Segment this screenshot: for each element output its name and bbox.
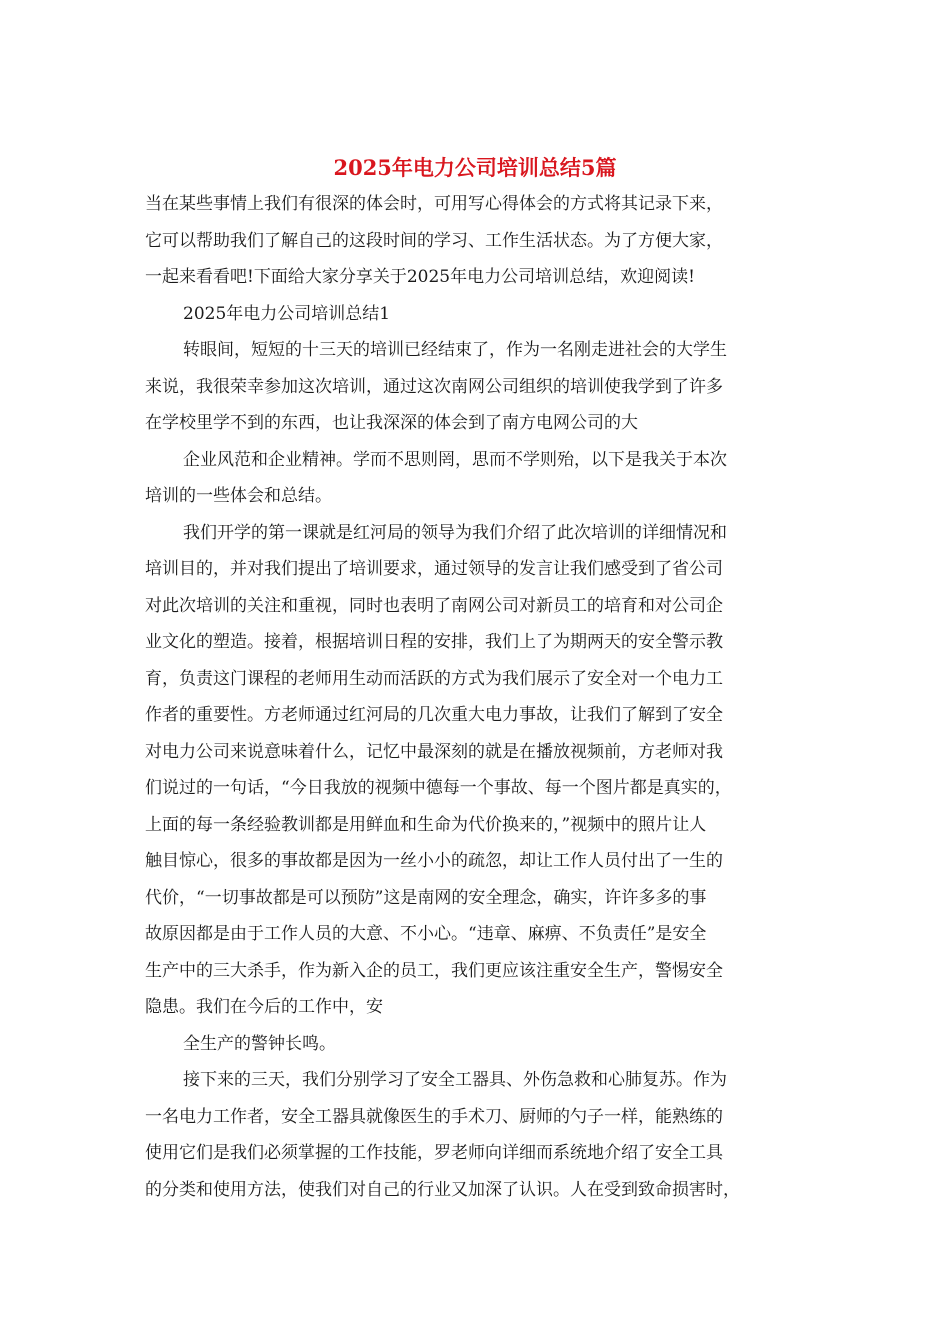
document-title: 2025年电力公司培训总结5篇: [333, 155, 617, 180]
text-line: 育，负责这门课程的老师用生动而活跃的方式为我们展示了安全对一个电力工: [145, 668, 723, 689]
text-line: 使用它们是我们必须掌握的工作技能，罗老师向详细而系统地介绍了安全工具: [145, 1143, 723, 1163]
text-line: 隐患。我们在今后的工作中，安: [145, 997, 383, 1017]
text-line: 故原因都是由于工作人员的大意、不小心。“违章、麻痹、不负责任”是安全: [145, 924, 707, 944]
text-line: 上面的每一条经验教训都是用鲜血和生命为代价换来的，”视频中的照片让人: [145, 814, 707, 835]
text-line: 培训的一些体会和总结。: [145, 486, 332, 506]
text-line: 转眼间，短短的十三天的培训已经结束了，作为一名刚走进社会的大学生: [183, 340, 727, 360]
text-line: 对电力公司来说意味着什么，记忆中最深刻的就是在播放视频前，方老师对我: [145, 741, 723, 762]
text-line: 生产中的三大杀手，作为新入企的员工，我们更应该注重安全生产，警惕安全: [145, 960, 723, 981]
text-line: 一名电力工作者，安全工器具就像医生的手术刀、厨师的勺子一样，能熟练的: [145, 1106, 723, 1127]
text-line: 当在某些事情上我们有很深的体会时，可用写心得体会的方式将其记录下来，: [145, 194, 723, 214]
text-line: 2025年电力公司培训总结1: [183, 303, 391, 324]
text-line: 们说过的一句话，“今日我放的视频中德每一个事故、每一个图片都是真实的，: [145, 778, 732, 798]
paragraph: [145, 332, 805, 442]
document-page: [145, 150, 805, 1208]
text-line: 触目惊心，很多的事故都是因为一丝小小的疏忽，却让工作人员付出了一生的: [145, 851, 723, 871]
text-line: 代价，“一切事故都是可以预防”这是南网的安全理念，确实，许许多多的事: [145, 887, 707, 908]
text-line: 对此次培训的关注和重视，同时也表明了南网公司对新员工的培育和对公司企: [145, 595, 723, 616]
text-line: 来说，我很荣幸参加这次培训，通过这次南网公司组织的培训使我学到了许多: [145, 376, 723, 397]
text-line: 一起来看看吧!下面给大家分享关于2025年电力公司培训总结，欢迎阅读!: [145, 267, 695, 287]
paragraph: [145, 442, 805, 515]
text-line: 培训目的，并对我们提出了培训要求，通过领导的发言让我们感受到了省公司: [145, 559, 723, 579]
text-line: 在学校里学不到的东西，也让我深深的体会到了南方电网公司的大: [145, 413, 638, 433]
text-line: 作者的重要性。方老师通过红河局的几次重大电力事故，让我们了解到了安全: [145, 705, 723, 725]
paragraph: [145, 296, 805, 333]
paragraph: [145, 186, 805, 296]
paragraph: [145, 1062, 805, 1208]
paragraph: [145, 515, 805, 1026]
text-line: 业文化的塑造。接着，根据培训日程的安排，我们上了为期两天的安全警示教: [145, 632, 723, 652]
text-line: 接下来的三天，我们分别学习了安全工器具、外伤急救和心肺复苏。作为: [183, 1070, 727, 1090]
paragraph: [145, 1026, 805, 1063]
text-line: 的分类和使用方法，使我们对自己的行业又加深了认识。人在受到致命损害时，: [145, 1179, 740, 1200]
text-line: 它可以帮助我们了解自己的这段时间的学习、工作生活状态。为了方便大家，: [145, 230, 723, 251]
text-line: 我们开学的第一课就是红河局的领导为我们介绍了此次培训的详细情况和: [183, 522, 727, 543]
text-line: 企业风范和企业精神。学而不思则罔，思而不学则殆，以下是我关于本次: [183, 449, 727, 470]
document-body: [145, 186, 805, 1208]
text-line: 全生产的警钟长鸣。: [183, 1033, 336, 1054]
